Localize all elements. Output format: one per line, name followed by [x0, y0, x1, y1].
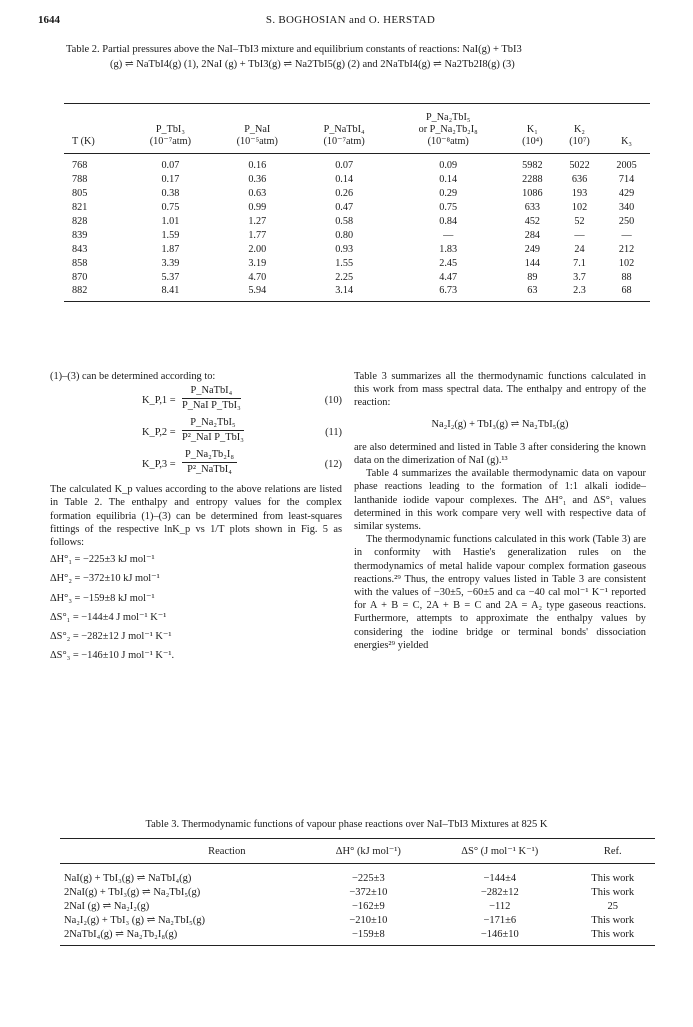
table-cell: 25 [607, 900, 618, 912]
table-cell: 3.19 [248, 257, 267, 269]
table-row [64, 242, 650, 256]
table-cell: 788 [72, 174, 88, 186]
table-row [64, 173, 650, 187]
equation-denominator: P²_NaTbI₄ [187, 464, 232, 476]
table-cell: 24 [574, 243, 585, 255]
table-cell: 6.73 [388, 284, 509, 301]
table-row [60, 913, 655, 927]
table-row [64, 256, 650, 270]
equation-lhs: K_P,2 = [142, 427, 176, 439]
equation-fraction [182, 385, 241, 412]
table2-col-header [214, 110, 301, 154]
header-line [558, 112, 601, 124]
table-cell: 0.14 [439, 174, 458, 186]
table3-col-header: ΔH° (kJ mol⁻¹) [308, 839, 430, 864]
header-line: K₁ [526, 124, 538, 135]
table-cell: 828 [72, 216, 88, 227]
table-cell: 284 [524, 229, 540, 241]
equation [50, 449, 342, 479]
table-cell: 89 [527, 271, 538, 283]
table2-col-header [603, 110, 650, 154]
table3-col-header: Reaction [60, 839, 308, 864]
table2 [64, 103, 650, 302]
table-cell: 68 [603, 284, 650, 301]
table-cell: 2NaI(g) + TbI₃(g) ⇌ Na₂TbI₅(g) [64, 887, 201, 898]
table-cell: 858 [72, 257, 88, 269]
table-cell: −210±10 [349, 914, 388, 926]
table-cell: 1.77 [248, 229, 267, 241]
table-cell: 2NaI (g) ⇌ Na₂I₂(g) [64, 901, 150, 912]
header-line [303, 112, 386, 124]
table-cell: This work [591, 886, 635, 898]
right-para-2: are also determined and listed in Table 3 after considering the known data on the dimerization of NaI (g).¹³ [354, 441, 646, 467]
equation-fraction [182, 449, 237, 476]
table-cell: 2NaTbI₄(g) ⇌ Na₂Tb₂I₈(g) [60, 927, 308, 946]
table-row [64, 201, 650, 215]
equation-number: (11) [325, 427, 342, 439]
table3-col-header: Ref. [570, 839, 655, 864]
table-cell: 340 [618, 202, 635, 214]
right-para-3: Table 4 summarizes the available thermodynamic data on vapour phase reactions leading to the formation of 1:1 alkali iodide–lanthanide iodide vapour complexes. The ΔH°₁ and ΔS°₁ values determined in this work compare very well with respective data of similar systems. [354, 468, 646, 533]
table-cell: 0.17 [161, 174, 180, 186]
table-cell: 0.84 [439, 216, 458, 227]
left-column [50, 370, 342, 668]
table-cell: 102 [618, 257, 635, 269]
header-line: (10⁷) [569, 136, 590, 147]
equation-number: (12) [324, 459, 342, 471]
header-line: (10⁻⁷atm) [323, 136, 365, 147]
table-cell: 633 [524, 202, 540, 214]
table-cell: −282±12 [480, 886, 519, 898]
table3-col-header: ΔS° (J mol⁻¹ K⁻¹) [429, 839, 570, 864]
table-row [60, 927, 655, 946]
table-row [64, 228, 650, 242]
table2-col-header [509, 110, 556, 154]
table-cell: −171±6 [483, 914, 517, 926]
header-line: (10⁻⁸atm) [427, 136, 469, 147]
table-cell: 88 [621, 271, 632, 283]
table-cell: Na₂I₂(g) + TbI₃ (g) ⇌ Na₂TbI₅(g) [64, 915, 205, 926]
table-cell: 0.93 [335, 243, 354, 255]
table2-col-header [64, 110, 127, 154]
table-row [64, 154, 650, 173]
running-head: S. BOGHOSIAN and O. HERSTAD [265, 14, 436, 26]
thermo-values [50, 553, 342, 668]
table-cell: 0.80 [335, 229, 354, 241]
header-line: P_NaI [244, 124, 271, 135]
equation-lhs: K_P,3 = [142, 459, 176, 471]
table3-body [60, 864, 655, 946]
table-cell: 212 [618, 243, 635, 255]
table-cell: 2005 [616, 160, 637, 172]
header-line [72, 124, 125, 136]
equation [50, 417, 342, 447]
table-cell: 5022 [569, 160, 590, 172]
table-cell: −372±10 [349, 886, 388, 898]
table-cell: This work [591, 872, 635, 884]
header-line [216, 112, 299, 124]
header-line [605, 124, 648, 136]
table-cell: −162±9 [352, 900, 385, 912]
table-cell: This work [570, 927, 655, 946]
thermo-value: ΔS°₃ = −146±10 J mol⁻¹ K⁻¹. [50, 650, 175, 662]
equation-list [50, 385, 342, 479]
table-cell: 249 [524, 243, 540, 255]
table2-header-row [64, 110, 650, 154]
table-cell: 2.25 [335, 271, 354, 283]
page-number: 1644 [38, 14, 60, 26]
header-line: (10⁴) [522, 136, 543, 147]
table-cell: 1086 [522, 188, 543, 200]
table-cell: 1.27 [248, 216, 267, 227]
table-cell: 0.09 [439, 160, 458, 172]
table2-col-header [556, 110, 603, 154]
table-cell: 63 [509, 284, 556, 301]
table-cell: 1.87 [161, 243, 180, 255]
table-cell: 0.16 [248, 160, 267, 172]
header-line [129, 112, 212, 124]
table-cell: 1.83 [439, 243, 458, 255]
equation-numerator: P_Na₂TbI₅ [182, 417, 244, 431]
table-cell: 0.47 [335, 202, 354, 214]
table2-col-header [127, 110, 214, 154]
table-cell: — [574, 229, 585, 241]
table-cell: 0.75 [161, 202, 180, 214]
thermo-value: ΔS°₁ = −144±4 J mol⁻¹ K⁻¹ [50, 611, 167, 623]
equation-lhs: K_P,1 = [142, 395, 176, 407]
reaction-equation: Na₂I₂(g) + TbI₃(g) ⇌ Na₂TbI₅(g) [431, 418, 569, 430]
equation-fraction [182, 417, 244, 444]
table-cell: 5.94 [214, 284, 301, 301]
table-row [60, 899, 655, 913]
table-cell: 250 [618, 216, 635, 227]
table-cell: 8.41 [127, 284, 214, 301]
table-cell: 3.39 [161, 257, 180, 269]
table2-caption-line2: (g) ⇌ NaTbI4(g) (1), 2NaI (g) + TbI3(g) ⇌ Na2TbI5(g) (2) and 2NaTbI4(g) ⇌ Na2Tb2I8(g) (3) [110, 59, 515, 70]
table-row [60, 864, 655, 886]
header-line: or P_Na₂Tb₂I₈ [418, 124, 478, 135]
table-row [64, 270, 650, 284]
table2-body [64, 154, 650, 302]
table-cell: 3.7 [573, 271, 586, 283]
header-line: K₂ [574, 124, 585, 135]
table-cell: 0.63 [248, 188, 267, 200]
table-cell: 3.14 [301, 284, 388, 301]
table-cell: 4.70 [248, 271, 267, 283]
table-cell: −112 [489, 900, 511, 912]
table-cell: 1.01 [161, 216, 180, 227]
table-cell: 839 [72, 229, 88, 241]
header-line: P_NaTbI₄ [323, 124, 365, 135]
table-row [60, 885, 655, 899]
table-cell: 0.36 [248, 174, 267, 186]
thermo-value: ΔH°₁ = −225±3 kJ mol⁻¹ [50, 554, 155, 566]
right-para-1: Table 3 summarizes all the thermodynamic functions calculated in this work from mass spectral data. The enthalpy and entropy of the reaction: [354, 371, 646, 409]
table-cell: NaI(g) + TbI₃(g) ⇌ NaTbI₄(g) [64, 873, 192, 884]
table-cell: 2.00 [248, 243, 267, 255]
table-row [64, 215, 650, 229]
table-cell: 452 [524, 216, 540, 227]
right-para-4: The thermodynamic functions calculated in this work (Table 3) are in conformity with Hastie's generalization rules on the thermodynamics of metal halide vapour complex formation gaseous reactions.²⁹ Thus, the entropy values listed in Table 3 are consistent with the values of −30±5, −60±5 and ca −40 cal mol⁻¹ K⁻¹ reported for A + B = C, 2A + B = C and 2A = A₂ type gaseous reactions. Furthermore, attempts to approximate the enthalpy values by considering the iodine bridge or terminal bonds' dissociation energies²⁹ yielded [354, 534, 646, 651]
table-cell: 144 [524, 257, 540, 269]
table3-header-row [60, 839, 655, 864]
header-line [511, 112, 554, 124]
thermo-value: ΔH°₂ = −372±10 kJ mol⁻¹ [50, 573, 160, 585]
table-cell: — [621, 229, 632, 241]
table-cell: 1.55 [335, 257, 354, 269]
table-cell: 843 [72, 243, 88, 255]
table3-caption: Table 3. Thermodynamic functions of vapour phase reactions over NaI–TbI3 Mixtures at 825 K [145, 819, 548, 830]
right-column [354, 370, 646, 652]
table-cell: 714 [618, 174, 635, 186]
table-cell: 193 [571, 188, 588, 200]
table-cell: 0.14 [335, 174, 354, 186]
table-cell: 0.29 [439, 188, 458, 200]
table-cell: −159±8 [308, 927, 430, 946]
header-line: K₃ [621, 136, 632, 147]
table2-col-header [301, 110, 388, 154]
left-paragraph: The calculated K_p values according to the above relations are listed in Table 2. The enthalpy and entropy values for the complex formation equilibria (1)–(3) can be determined from least-squares fittings of the respective lnK_p vs 1/T plots shown in Fig. 5 as follows: [50, 484, 342, 549]
page-header [38, 14, 663, 32]
table-row [64, 187, 650, 201]
table-cell: 768 [72, 160, 88, 172]
header-line: (10⁻⁷atm) [149, 136, 191, 147]
header-line: (10⁻⁵atm) [236, 136, 278, 147]
table2-col-header [388, 110, 509, 154]
table-row [64, 284, 650, 301]
table-cell: 870 [72, 271, 88, 283]
table-cell: — [443, 229, 454, 241]
table-cell: 2288 [522, 174, 543, 186]
table-cell: 0.26 [335, 188, 354, 200]
table-cell: −144±4 [483, 872, 517, 884]
table-cell: 636 [571, 174, 588, 186]
equation-denominator: P²_NaI P_TbI₃ [182, 432, 244, 444]
table2-caption-line1: Table 2. Partial pressures above the NaI–TbI3 mixture and equilibrium constants of reactions: NaI(g) + TbI3 [66, 44, 522, 55]
table-cell: 0.75 [439, 202, 458, 214]
table-cell: 52 [574, 216, 585, 227]
equation-denominator: P_NaI P_TbI₃ [182, 400, 241, 412]
table-cell: 882 [64, 284, 127, 301]
header-line [605, 112, 648, 124]
equations-intro: (1)–(3) can be determined according to: [50, 371, 216, 382]
table-cell: 7.1 [573, 257, 586, 269]
equation-numerator: P_NaTbI₄ [182, 385, 241, 399]
table3 [60, 838, 655, 946]
table-cell: 0.58 [335, 216, 354, 227]
table-cell: 0.99 [248, 202, 267, 214]
table-cell: 0.07 [335, 160, 354, 172]
thermo-value: ΔS°₂ = −282±12 J mol⁻¹ K⁻¹ [50, 630, 172, 642]
header-line [72, 112, 125, 124]
table-cell: 102 [571, 202, 588, 214]
equation-number: (10) [324, 395, 342, 407]
table-cell: 0.07 [161, 160, 180, 172]
header-line: P_TbI₃ [155, 124, 185, 135]
table-cell: 1.59 [161, 229, 180, 241]
table-cell: 2.3 [556, 284, 603, 301]
table-cell: 5.37 [161, 271, 180, 283]
thermo-value: ΔH°₃ = −159±8 kJ mol⁻¹ [50, 592, 155, 604]
table-cell: 5982 [522, 160, 543, 172]
table-cell: 4.47 [439, 271, 458, 283]
equation [50, 385, 342, 415]
table-cell: 429 [618, 188, 635, 200]
equation-numerator: P_Na₂Tb₂I₈ [182, 449, 237, 463]
header-line: T (K) [72, 136, 95, 147]
table-cell: −225±3 [352, 872, 385, 884]
table-cell: 2.45 [439, 257, 458, 269]
table-cell: 0.38 [161, 188, 180, 200]
header-line: P_Na₂TbI₅ [425, 112, 471, 123]
table-cell: This work [591, 914, 635, 926]
table-cell: 821 [72, 202, 88, 214]
table-cell: −146±10 [429, 927, 570, 946]
table-cell: 805 [72, 188, 88, 200]
table2-caption [66, 42, 646, 72]
